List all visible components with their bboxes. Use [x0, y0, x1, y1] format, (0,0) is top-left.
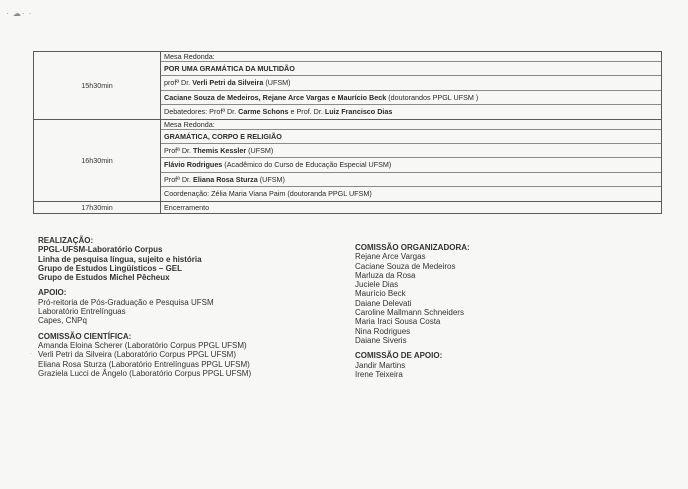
list-item: Verli Petri da Silveira (Laboratório Corpus PPGL UFSM) [38, 350, 236, 360]
table-row [34, 119, 662, 201]
list-item: Eliana Rosa Sturza (Laboratório Entrelínguas PPGL UFSM) [38, 359, 250, 369]
session-time: 17h30min [34, 201, 161, 213]
list-item: Daiane Delevati [355, 298, 412, 308]
list-item: Maurício Beck [355, 289, 406, 299]
debaters-line: Debatedores: Profª Dr. Carme Schons e Prof. Dr. Luiz Francisco Dias [164, 107, 393, 117]
list-item: Nina Rodrigues [355, 326, 411, 336]
realizacao-heading: REALIZAÇÃO: [38, 236, 94, 245]
list-item: Marluza da Rosa [355, 270, 416, 280]
list-item: PPGL-UFSM-Laboratório Corpus [38, 245, 163, 255]
comissao-organizadora-heading: COMISSÃO ORGANIZADORA: [355, 243, 470, 252]
list-item: Irene Teixeira [355, 369, 403, 379]
speaker-line: Profª Dr. Eliana Rosa Sturza (UFSM) [161, 173, 661, 187]
list-item: Graziela Lucci de Ângelo (Laboratório Corpus PPGL UFSM) [38, 368, 252, 378]
coordination-line: Coordenação: Zélia Maria Viana Paim (doutoranda PPGL UFSM) [164, 189, 372, 199]
list-item: Rejane Arce Vargas [355, 252, 426, 262]
margin-dot: · [30, 351, 32, 357]
list-item: Caroline Mallmann Schneiders [355, 308, 464, 318]
list-item: Maria Iraci Sousa Costa [355, 317, 441, 327]
comissao-apoio-heading: COMISSÃO DE APOIO: [355, 351, 443, 361]
closing-line: Encerramento [164, 202, 210, 212]
comissao-cientifica-heading: COMISSÃO CIENTÍFICA: [38, 331, 132, 341]
apoio-heading: APOIO: [38, 288, 67, 298]
session-time: 16h30min [34, 119, 161, 201]
speaker-line: profª Dr. Verli Petri da Silveira (UFSM) [161, 76, 661, 90]
speaker-line: Flávio Rodrigues (Acadêmico do Curso de Educação Especial UFSM) [161, 158, 661, 172]
session-title: GRAMÁTICA, CORPO E RELIGIÃO [161, 130, 661, 144]
session-type: Mesa Redonda: [161, 120, 661, 130]
speaker-line: Caciane Souza de Medeiros, Rejane Arce Vargas e Maurício Beck (doutorandos PPGL UFSM ) [161, 91, 661, 105]
list-item: Juciele Dias [355, 280, 399, 290]
session-title: POR UMA GRAMÁTICA DA MULTIDÃO [161, 62, 661, 76]
left-column [38, 236, 251, 378]
list-item: Pró-reitoria de Pós-Graduação e Pesquisa UFSM [38, 297, 214, 307]
session-details [161, 119, 662, 201]
session-details [161, 201, 662, 213]
session-time: 15h30min [34, 52, 161, 120]
list-item: Jandir Martins [355, 360, 406, 370]
list-item: Caciane Souza de Medeiros [355, 261, 456, 271]
scan-artifact: · ☁· · [6, 9, 33, 18]
list-item: Linha de pesquisa língua, sujeito e história [38, 254, 202, 264]
table-row [34, 52, 662, 120]
table-row [34, 201, 662, 213]
right-column [355, 243, 470, 379]
session-details [161, 52, 662, 120]
list-item: Capes, CNPq [38, 316, 87, 326]
list-item: Amanda Eloina Scherer (Laboratório Corpus PPGL UFSM) [38, 340, 247, 350]
list-item: Laboratório Entrelínguas [38, 307, 126, 317]
list-item: Grupo de Estudos Lingüísticos – GEL [38, 263, 183, 273]
list-item: Daiane Siveris [355, 335, 407, 345]
list-item: Grupo de Estudos Michel Pêcheux [38, 273, 170, 283]
speaker-line: Profª Dr. Themis Kessler (UFSM) [161, 144, 661, 158]
session-type: Mesa Redonda: [161, 52, 661, 62]
program-table [33, 51, 662, 214]
